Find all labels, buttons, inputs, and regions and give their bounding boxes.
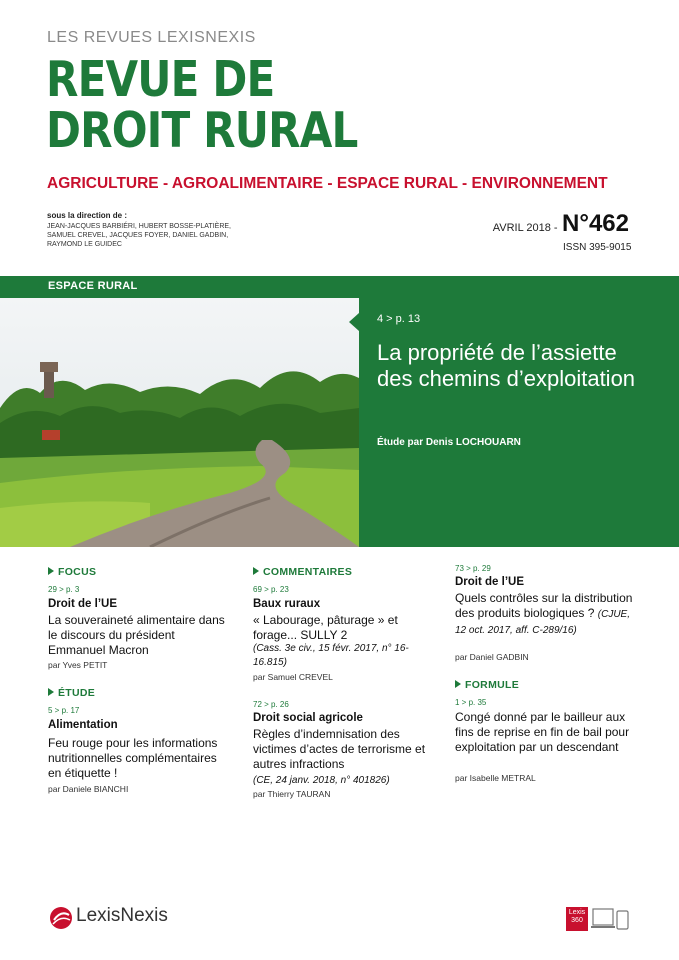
formule-author: par Isabelle METRAL (455, 773, 536, 783)
series-name: LES REVUES LEXISNEXIS (47, 29, 256, 46)
triangle-icon (48, 688, 54, 696)
title-line-2: DROIT RURAL (46, 102, 358, 159)
comment-a-article[interactable]: « Labourage, pâturage » et forage... SULLY 2 (253, 613, 398, 642)
comment-a-heading: Baux ruraux (253, 598, 321, 610)
comment-a-citation: (Cass. 3e civ., 15 févr. 2017, n° 16-16.815) (253, 643, 409, 668)
lexis360-badge: Lexis 360 (566, 907, 588, 931)
direction-names: JEAN-JACQUES BARBIÉRI, HUBERT BOSSE-PLATIÈRE, SAMUEL CREVEL, JACQUES FOYER, DANIEL GADBIN, RAYMOND LE GUIDEC (47, 223, 231, 248)
journal-subtitle: AGRICULTURE - AGROALIMENTAIRE - ESPACE RURAL - ENVIRONNEMENT (47, 175, 608, 192)
etude-ref: 5 > p. 17 (48, 706, 80, 715)
lexisnexis-logo-icon (49, 906, 73, 930)
focus-heading: Droit de l’UE (48, 598, 118, 610)
feature-title[interactable]: La propriété de l’assiette des chemins d’exploitation (377, 340, 636, 391)
formule-ref: 1 > p. 35 (455, 698, 487, 707)
comment-b-article[interactable]: Règles d’indemnisation des victimes d’actes de terrorisme et autres infractions (253, 727, 426, 771)
comment-c-article[interactable]: Quels contrôles sur la distribution des produits biologiques ? (CJUE, 12 oct. 2017, aff. C-289/16) (455, 591, 633, 636)
etude-section-label: ÉTUDE (48, 687, 95, 699)
etude-heading: Alimentation (48, 719, 118, 731)
issue-number: N°462 (562, 210, 629, 237)
comment-b-heading: Droit social agricole (253, 712, 363, 724)
title-line-1: REVUE DE (46, 51, 275, 108)
journal-title (46, 51, 358, 159)
comment-a-author: par Samuel CREVEL (253, 672, 333, 682)
comment-b-citation: (CE, 24 janv. 2018, n° 401826) (253, 775, 390, 786)
formule-section-label: FORMULE (455, 679, 519, 691)
feature-section: ESPACE RURAL (48, 280, 138, 292)
comment-b-author: par Thierry TAURAN (253, 789, 331, 799)
issue-date: AVRIL 2018 - (492, 222, 558, 234)
comment-b-ref: 72 > p. 26 (253, 700, 289, 709)
etude-article[interactable]: Feu rouge pour les informations nutritionnelles complémentaires en étiquette ! (48, 736, 218, 780)
feature-author: Étude par Denis LOCHOUARN (377, 437, 521, 448)
focus-ref: 29 > p. 3 (48, 585, 80, 594)
triangle-icon (455, 680, 461, 688)
formule-article[interactable]: Congé donné par le bailleur aux fins de reprise en fin de bail pour exploitation par un descendant (455, 710, 630, 754)
lexisnexis-brand: LexisNexis (76, 905, 168, 926)
triangle-icon (48, 567, 54, 575)
etude-author: par Daniele BIANCHI (48, 784, 129, 794)
triangle-icon (253, 567, 259, 575)
devices-icon (591, 907, 631, 931)
commentaires-section-label: COMMENTAIRES (253, 566, 352, 578)
issue-info (493, 210, 629, 238)
pointer-notch (349, 313, 359, 331)
feature-ref: 4 > p. 13 (377, 313, 421, 325)
focus-article[interactable]: La souveraineté alimentaire dans le discours du président Emmanuel Macron (48, 613, 225, 657)
direction-label: sous la direction de : (47, 211, 128, 220)
comment-c-ref: 73 > p. 29 (455, 564, 491, 573)
comment-c-author: par Daniel GADBIN (455, 652, 529, 662)
comment-c-heading: Droit de l’UE (455, 576, 525, 588)
issn: ISSN 395-9015 (563, 242, 632, 253)
comment-a-ref: 69 > p. 23 (253, 585, 289, 594)
focus-section-label: FOCUS (48, 566, 96, 578)
cover-photo (0, 298, 359, 547)
focus-author: par Yves PETIT (48, 660, 108, 670)
feature-panel (359, 298, 679, 547)
